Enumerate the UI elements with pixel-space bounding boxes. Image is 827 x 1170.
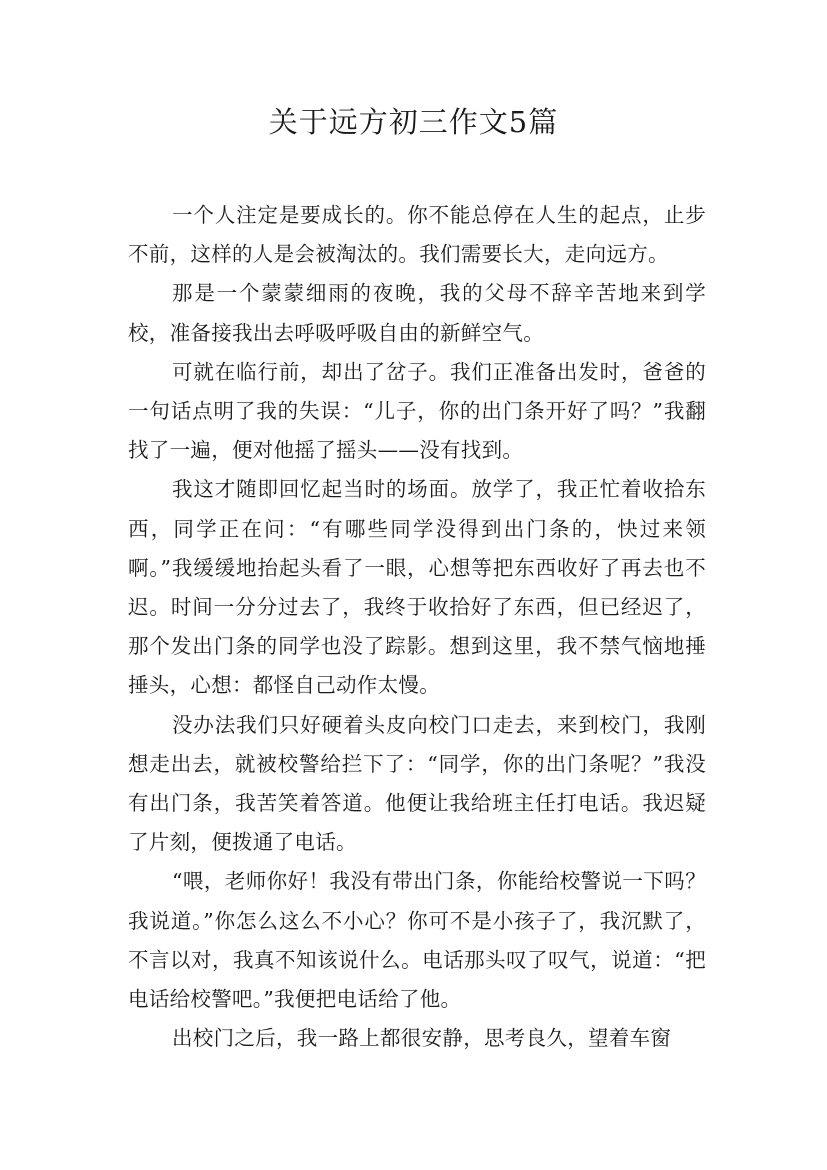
paragraph-2: 那是一个蒙蒙细雨的夜晚，我的父母不辞辛苦地来到学校，准备接我出去呼吸呼吸自由的新鲜空气。	[128, 281, 706, 345]
paragraph-7: 出校门之后，我一路上都很安静，思考良久，望着车窗	[172, 1026, 672, 1051]
paragraph-3: 可就在临行前，却出了岔子。我们正准备出发时，爸爸的一句话点明了我的失误：“儿子，你的出门条开好了吗？”我翻找了一遍，便对他摇了摇头——没有找到。	[128, 359, 706, 463]
paragraph-1: 一个人注定是要成长的。你不能总停在人生的起点，止步不前，这样的人是会被淘汰的。我们需要长大，走向远方。	[128, 203, 706, 267]
paragraph-6: “喂，老师你好！我没有带出门条，你能给校警说一下吗？我说道。”你怎么这么不小心？你可不是小孩子了，我沉默了，不言以对，我真不知该说什么。电话那头叹了叹气，说道：“把电话给校警吧。”我便把电话给了他。	[128, 869, 706, 1012]
paragraph-4: 我这才随即回忆起当时的场面。放学了，我正忙着收拾东西，同学正在问：“有哪些同学没得到出门条的，快过来领啊。”我缓缓地抬起头看了一眼，心想等把东西收好了再去也不迟。时间一分分过去了，我终于收拾好了东西，但已经迟了，那个发出门条的同学也没了踪影。想到这里，我不禁气恼地捶捶头，心想：都怪自己动作太慢。	[128, 477, 706, 698]
document-body	[128, 196, 706, 1058]
paragraph-5: 没办法我们只好硬着头皮向校门口走去，来到校门，我刚想走出去，就被校警给拦下了：“同学，你的出门条呢？”我没有出门条，我苦笑着答道。他便让我给班主任打电话。我迟疑了片刻，便拨通了电话。	[128, 712, 706, 855]
document-title: 关于远方初三作文5篇	[268, 105, 559, 139]
